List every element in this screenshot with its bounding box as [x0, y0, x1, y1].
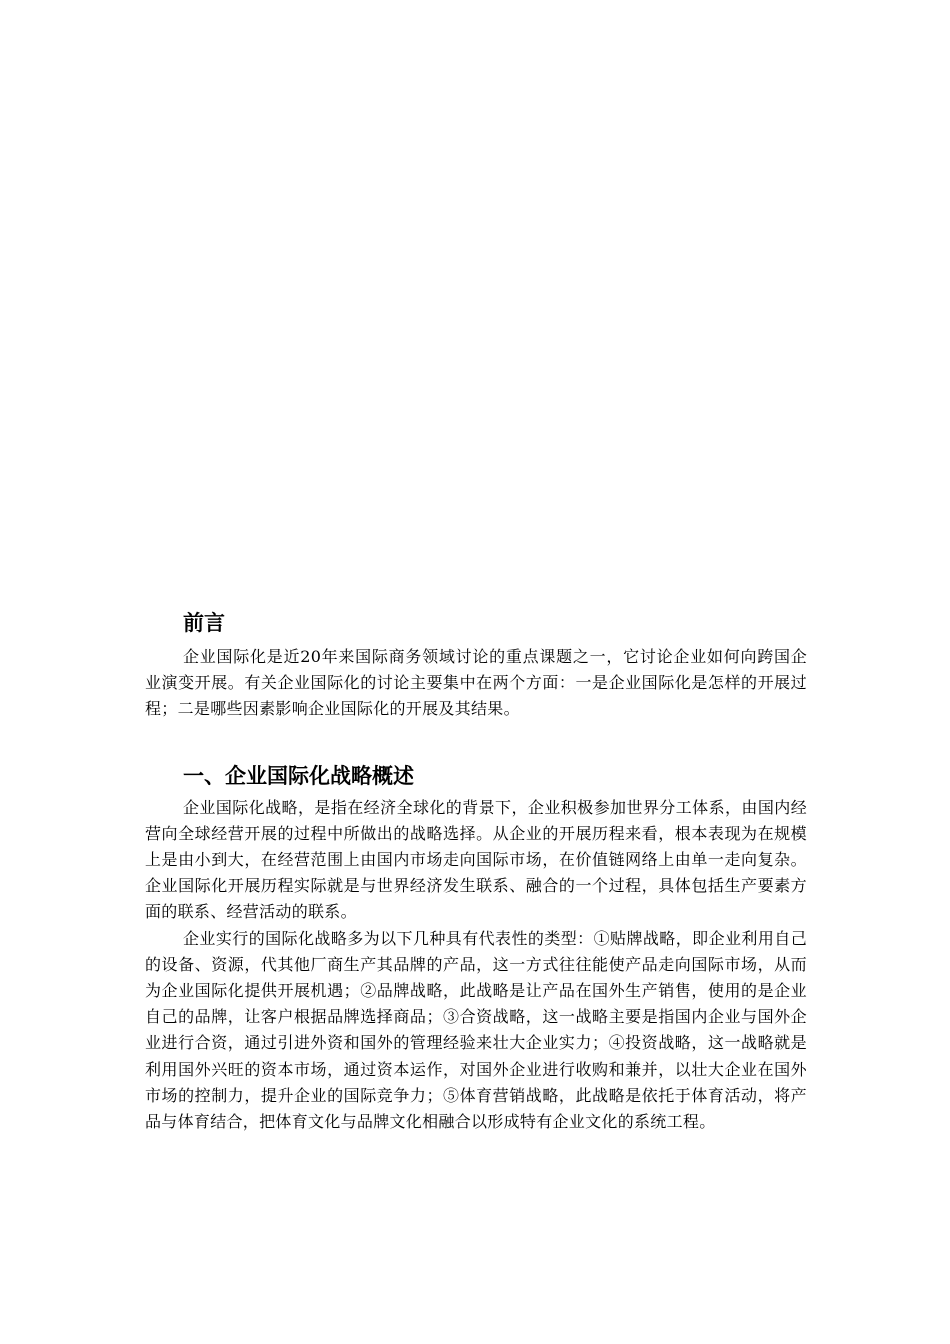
preface-paragraph: 企业国际化是近20年来国际商务领域讨论的重点课题之一，它讨论企业如何向跨国企业演变开展。有关企业国际化的讨论主要集中在两个方面：一是企业国际化是怎样的开展过程；二是哪些因素影响企业国际化的开展及其结果。: [145, 647, 807, 719]
section-1-heading: 一、企业国际化战略概述: [183, 763, 414, 788]
section-1-paragraph-1: 企业国际化战略，是指在经济全球化的背景下，企业积极参加世界分工体系，由国内经营向全球经营开展的过程中所做出的战略选择。从企业的开展历程来看，根本表现为在规模上是由小到大，在经营范围上由国内市场走向国际市场，在价值链网络上由单一走向复杂。企业国际化开展历程实际就是与世界经济发生联系、融合的一个过程，具体包括生产要素方面的联系、经营活动的联系。: [145, 797, 807, 922]
document-body: [145, 606, 807, 1135]
preface-heading: 前言: [183, 611, 225, 635]
section-1-paragraph-2: 企业实行的国际化战略多为以下几种具有代表性的类型：①贴牌战略，即企业利用自己的设备、资源，代其他厂商生产其品牌的产品，这一方式往往能使产品走向国际市场，从而为企业国际化提供开展机遇；②品牌战略，此战略是让产品在国外生产销售，使用的是企业自己的品牌，让客户根据品牌选择商品；③合资战略，这一战略主要是指国内企业与国外企业进行合资，通过引进外资和国外的管理经验来壮大企业实力；④投资战略，这一战略就是利用国外兴旺的资本市场，通过资本运作，对国外企业进行收购和兼并，以壮大企业在国外市场的控制力，提升企业的国际竞争力；⑤体育营销战略，此战略是依托于体育活动，将产品与体育结合，把体育文化与品牌文化相融合以形成特有企业文化的系统工程。: [145, 928, 807, 1132]
